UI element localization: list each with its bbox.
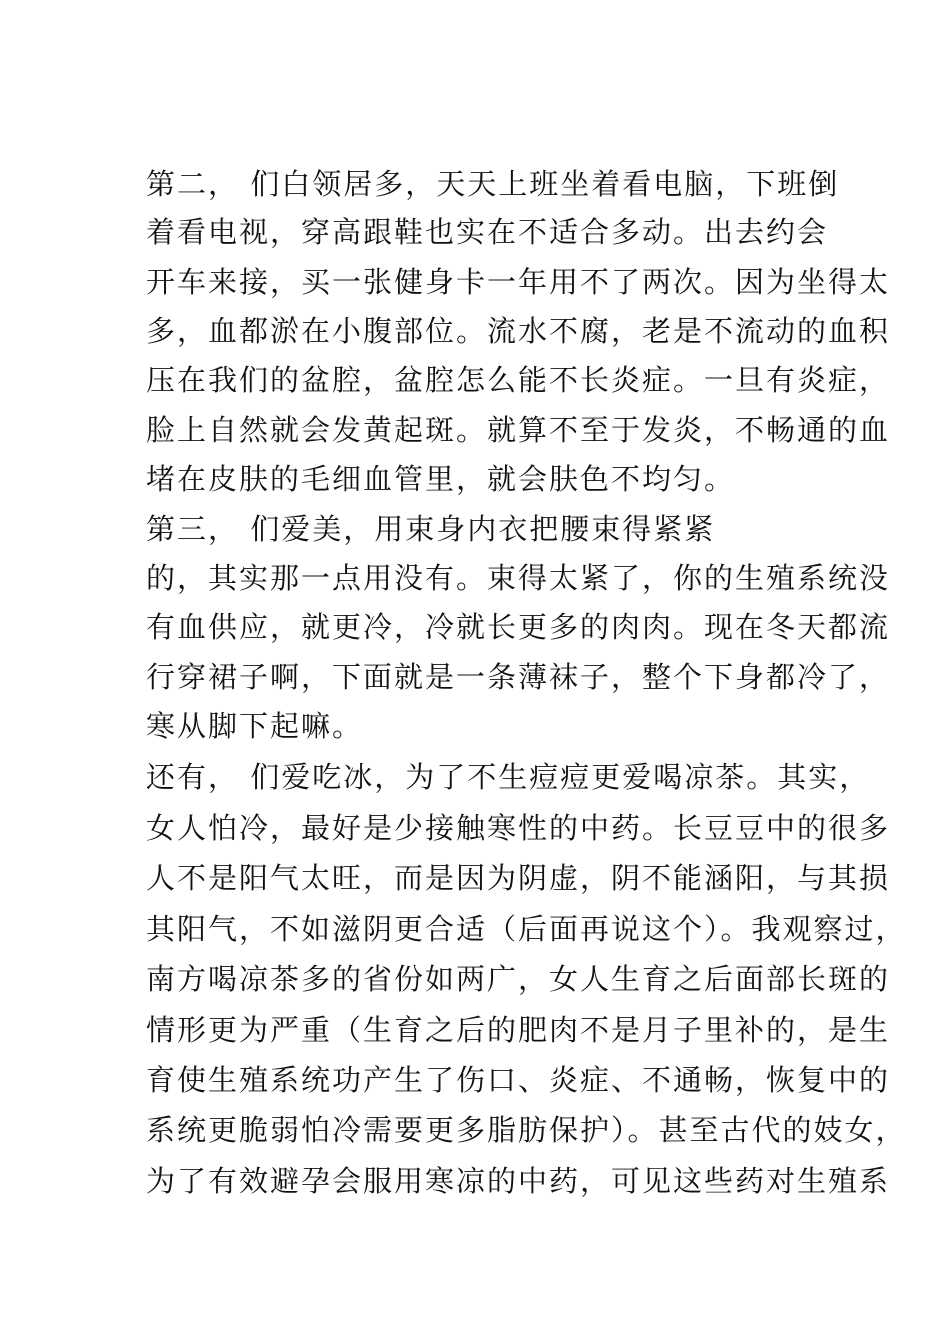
text-line: 开车来接，买一张健身卡一年用不了两次。因为坐得太 xyxy=(146,265,891,299)
text-line: 的，其实那一点用没有。束得太紧了，你的生殖系统没 xyxy=(146,561,891,595)
text-line: 还有， 们爱吃冰，为了不生痘痘更爱喝凉茶。其实， xyxy=(146,760,871,794)
text-line: 第三， 们爱美，用束身内衣把腰束得紧紧 xyxy=(146,512,716,546)
text-line: 第二， 们白领居多，天天上班坐着看电脑，下班倒 xyxy=(146,167,840,201)
text-line: 压在我们的盆腔，盆腔怎么能不长炎症。一旦有炎症， xyxy=(146,363,891,397)
text-line: 系统更脆弱怕冷需要更多脂肪保护）。甚至古代的妓女， xyxy=(146,1113,907,1147)
text-line: 育使生殖系统功产生了伤口、炎症、不通畅，恢复中的 xyxy=(146,1063,891,1097)
text-line: 其阳气，不如滋阴更合适（后面再说这个）。我观察过， xyxy=(146,912,907,946)
text-line: 多，血都淤在小腹部位。流水不腐，老是不流动的血积 xyxy=(146,314,891,348)
text-line: 行穿裙子啊，下面就是一条薄袜子，整个下身都冷了， xyxy=(146,660,891,694)
text-line: 人不是阳气太旺，而是因为阴虚，阴不能涵阳，与其损 xyxy=(146,861,891,895)
text-line: 女人怕冷，最好是少接触寒性的中药。长豆豆中的很多 xyxy=(146,811,891,845)
text-line: 脸上自然就会发黄起斑。就算不至于发炎，不畅通的血 xyxy=(146,413,891,447)
text-line: 有血供应，就更冷，冷就长更多的肉肉。现在冬天都流 xyxy=(146,610,891,644)
text-line: 为了有效避孕会服用寒凉的中药，可见这些药对生殖系 xyxy=(146,1164,891,1198)
text-line: 着看电视，穿高跟鞋也实在不适合多动。出去约会 xyxy=(146,215,829,249)
text-line: 南方喝凉茶多的省份如两广，女人生育之后面部长斑的 xyxy=(146,962,891,996)
text-line: 堵在皮肤的毛细血管里，就会肤色不均匀。 xyxy=(146,462,736,496)
text-line: 情形更为严重（生育之后的肥肉不是月子里补的，是生 xyxy=(146,1013,891,1047)
text-line: 寒从脚下起嘛。 xyxy=(146,709,364,743)
